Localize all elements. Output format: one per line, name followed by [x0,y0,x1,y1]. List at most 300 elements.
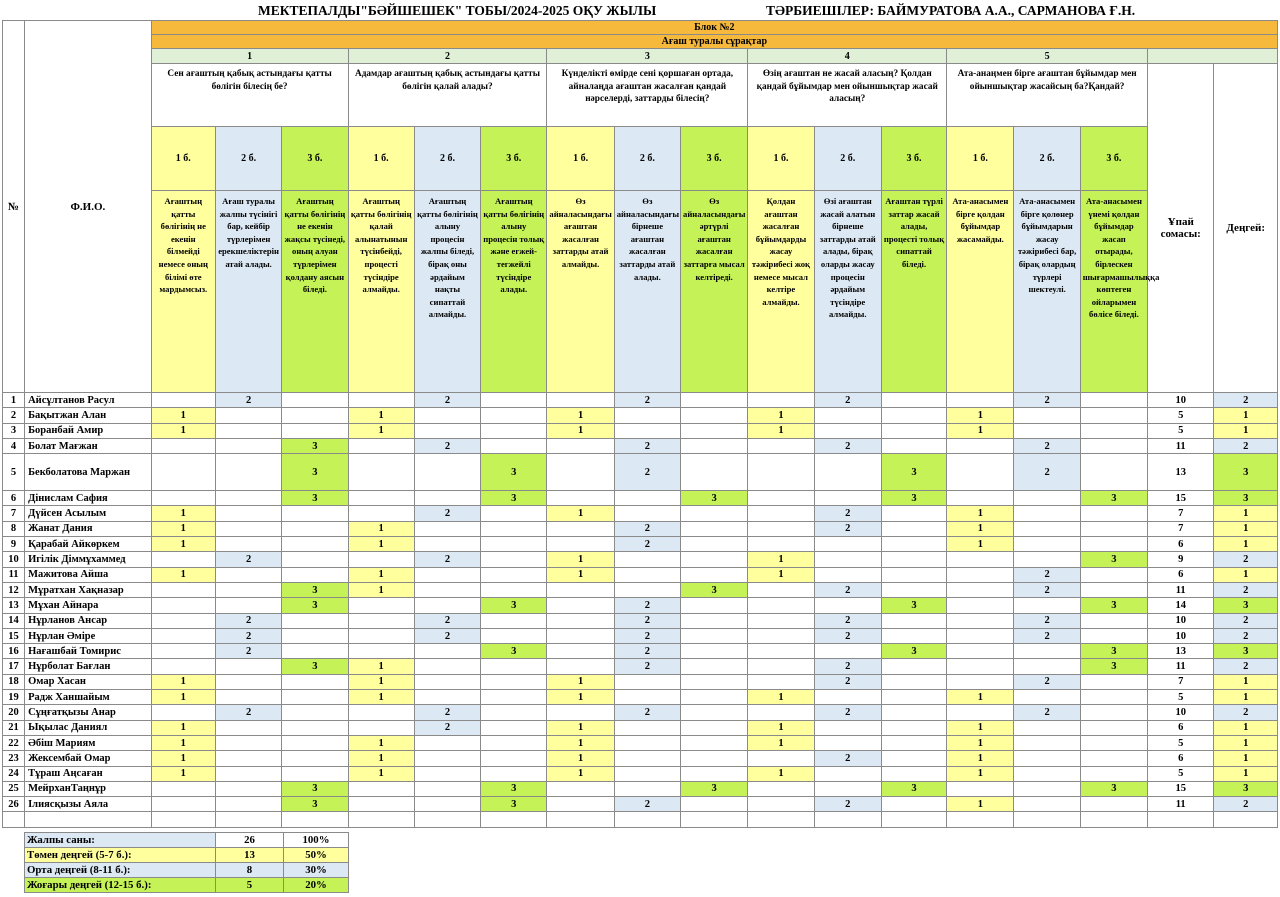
score-cell [547,797,614,812]
score-cell: 3 [282,491,348,506]
total-score: 10 [1148,705,1214,720]
score-cell [814,552,881,567]
descriptor: Ата-анасымен үнемі қолдан бұйымдар жасап отырады, бірлескен шығармашылыққа көптеген ойларымен бөлісе біледі. [1080,191,1147,393]
score-cell [1014,537,1080,552]
student-number: 5 [3,454,25,491]
score-cell: 2 [614,659,680,674]
blank-cell [814,812,881,827]
student-name: Қарабай Айкөркем [25,537,152,552]
score-cell [748,582,814,597]
level-value: 2 [1214,552,1278,567]
score-cell [414,598,480,613]
score-cell [547,613,614,628]
score-cell [547,705,614,720]
score-cell: 2 [614,393,680,408]
score-cell [282,751,348,766]
score-cell [1014,644,1080,659]
score-cell [1080,735,1147,750]
score-cell: 2 [1014,705,1080,720]
score-cell: 1 [947,735,1014,750]
score-cell [1014,690,1080,705]
score-cell [1014,506,1080,521]
score-cell [881,628,946,643]
summary-percent: 20% [284,878,349,893]
total-score: 7 [1148,506,1214,521]
score-cell: 1 [151,751,215,766]
student-name: Бекболатова Маржан [25,454,152,491]
level-value: 1 [1214,735,1278,750]
total-score: 5 [1148,408,1214,423]
score-cell [947,393,1014,408]
score-cell [348,705,414,720]
score-cell [1080,674,1147,689]
score-cell [614,423,680,438]
score-cell [947,613,1014,628]
score-cell: 1 [151,567,215,582]
score-cell [215,408,281,423]
score-cell: 2 [1014,393,1080,408]
student-number: 20 [3,705,25,720]
score-cell [748,628,814,643]
score-cell: 2 [414,705,480,720]
score-cell [748,797,814,812]
score-cell [947,781,1014,796]
score-cell: 1 [348,537,414,552]
score-cell [151,705,215,720]
score-cell [814,491,881,506]
question-text: Өзің ағаштан не жасай аласың? Қолдан қандай бұйымдар мен ойыншықтар жасай аласың? [748,64,947,127]
sheet-title [0,0,1280,21]
score-cell: 2 [814,393,881,408]
score-cell: 1 [947,720,1014,735]
summary-percent: 50% [284,848,349,863]
score-cell: 2 [614,438,680,453]
score-cell [881,567,946,582]
score-cell [881,438,946,453]
score-cell [481,628,547,643]
level-value: 1 [1214,674,1278,689]
total-score: 14 [1148,598,1214,613]
table-row [3,438,1278,453]
blank-cell [282,812,348,827]
student-name: Сұңғатқызы Анар [25,705,152,720]
score-cell [614,491,680,506]
score-cell [282,423,348,438]
score-cell [547,598,614,613]
score-cell [215,438,281,453]
student-name: Дінислам Сафия [25,491,152,506]
student-number: 8 [3,521,25,536]
score-cell [348,491,414,506]
score-cell: 2 [1014,628,1080,643]
score-cell [481,438,547,453]
score-cell [547,491,614,506]
level-value: 2 [1214,613,1278,628]
total-score: 5 [1148,766,1214,781]
score-cell: 2 [814,751,881,766]
student-number: 1 [3,393,25,408]
score-cell: 3 [481,781,547,796]
score-cell [348,781,414,796]
total-score: 11 [1148,797,1214,812]
score-cell [414,521,480,536]
total-score: 6 [1148,751,1214,766]
score-cell [814,766,881,781]
score-cell [215,537,281,552]
level-label: 1 б. [947,127,1014,191]
score-cell: 2 [814,674,881,689]
topic-header: Ағаш туралы сұрақтар [151,35,1277,49]
score-cell [151,552,215,567]
score-cell: 1 [151,537,215,552]
level-label: 3 б. [681,127,748,191]
score-cell [748,454,814,491]
score-cell: 1 [151,423,215,438]
score-cell [1014,552,1080,567]
score-cell: 2 [614,454,680,491]
student-name: Омар Хасан [25,674,152,689]
score-cell [614,781,680,796]
score-cell [881,408,946,423]
level-value: 2 [1214,393,1278,408]
score-cell [282,766,348,781]
descriptor: Ағаштың қатты бөлігінің не екенін білмейді немесе оның білімі өте мардымсыз. [151,191,215,393]
table-row [3,598,1278,613]
score-cell [681,613,748,628]
score-cell: 2 [414,720,480,735]
question-number: 2 [348,49,547,64]
score-cell: 3 [881,781,946,796]
score-cell [481,552,547,567]
score-cell [1080,393,1147,408]
score-cell: 1 [348,521,414,536]
student-number: 15 [3,628,25,643]
student-name: Мажитова Айша [25,567,152,582]
score-cell: 1 [947,690,1014,705]
score-cell [481,506,547,521]
score-cell [481,705,547,720]
teachers-title: ТӘРБИЕШІЛЕР: БАЙМУРАТОВА А.А., САРМАНОВА Ғ.Н. [766,3,1136,18]
blank-cell [1080,812,1147,827]
score-cell [215,491,281,506]
student-number: 14 [3,613,25,628]
score-cell [282,506,348,521]
table-row [3,659,1278,674]
score-cell: 1 [547,552,614,567]
score-cell: 3 [1080,781,1147,796]
block-header: Блок №2 [151,21,1277,35]
summary-label: Төмен деңгей (5-7 б.): [25,848,216,863]
score-cell [547,582,614,597]
descriptor: Ағаштың қатты бөлігінің қалай алынатынын түсінбейді, процесті түсіндіре алмайды. [348,191,414,393]
score-cell: 3 [481,644,547,659]
score-cell: 1 [151,720,215,735]
level-value: 1 [1214,506,1278,521]
table-row [3,567,1278,582]
score-cell: 1 [151,674,215,689]
score-cell: 1 [348,408,414,423]
total-score: 10 [1148,613,1214,628]
level-header: Деңгей: [1214,64,1278,393]
score-cell: 2 [614,705,680,720]
student-name: Ықылас Даниял [25,720,152,735]
table-header [3,21,1278,393]
student-number: 12 [3,582,25,597]
score-cell [481,537,547,552]
question-text: Адамдар ағаштың қабық астындағы қатты бөлігін қалай алады? [348,64,547,127]
level-value: 3 [1214,491,1278,506]
total-score: 6 [1148,720,1214,735]
score-cell [1080,751,1147,766]
score-cell [681,720,748,735]
score-cell [348,598,414,613]
score-cell: 1 [547,408,614,423]
score-cell: 1 [947,797,1014,812]
total-score: 6 [1148,537,1214,552]
table-row [3,674,1278,689]
student-number: 9 [3,537,25,552]
score-cell [1014,408,1080,423]
score-cell [748,491,814,506]
number-header: № [3,21,25,393]
score-cell: 1 [748,408,814,423]
score-cell [748,674,814,689]
score-cell [614,582,680,597]
table-row [3,705,1278,720]
score-cell: 2 [814,628,881,643]
score-cell [348,644,414,659]
student-name: Нұрланов Ансар [25,613,152,628]
score-cell [215,506,281,521]
score-cell [414,454,480,491]
level-value: 3 [1214,781,1278,796]
summary-table [24,832,349,893]
score-cell [681,690,748,705]
score-cell: 2 [1014,438,1080,453]
score-cell [881,751,946,766]
summary-row [25,878,349,893]
blank-cell [881,812,946,827]
score-cell [215,751,281,766]
score-cell: 2 [1014,674,1080,689]
level-value: 3 [1214,598,1278,613]
blank-cell [1214,812,1278,827]
student-number: 19 [3,690,25,705]
score-cell: 1 [748,552,814,567]
score-cell: 2 [814,506,881,521]
score-cell [481,423,547,438]
score-cell [947,659,1014,674]
score-cell: 3 [481,491,547,506]
score-cell [215,423,281,438]
score-cell: 1 [348,567,414,582]
score-cell [881,537,946,552]
score-cell: 3 [881,644,946,659]
score-cell: 1 [947,423,1014,438]
score-cell [1014,521,1080,536]
score-cell [1014,423,1080,438]
score-cell [814,598,881,613]
total-score: 10 [1148,393,1214,408]
level-value: 2 [1214,438,1278,453]
score-cell [881,613,946,628]
descriptor: Өз айналасындағы ағаштан жасалған заттарды атай алмайды. [547,191,614,393]
score-cell: 2 [614,598,680,613]
score-cell [881,393,946,408]
blank-cell [348,812,414,827]
score-cell [1080,613,1147,628]
score-cell: 2 [414,552,480,567]
score-cell [151,582,215,597]
student-name: Нұрболат Бағлан [25,659,152,674]
score-cell [151,613,215,628]
score-cell: 1 [947,521,1014,536]
score-cell [814,454,881,491]
score-cell: 3 [481,598,547,613]
score-cell: 2 [1014,567,1080,582]
score-cell: 3 [881,491,946,506]
score-cell: 1 [547,674,614,689]
score-cell: 3 [481,454,547,491]
level-label: 1 б. [348,127,414,191]
summary-count: 26 [216,833,284,848]
score-cell [947,454,1014,491]
score-cell [151,628,215,643]
student-number: 3 [3,423,25,438]
score-cell [414,408,480,423]
score-cell [1080,454,1147,491]
score-cell [681,454,748,491]
score-cell [215,674,281,689]
total-score: 15 [1148,781,1214,796]
score-cell: 1 [547,506,614,521]
score-cell: 1 [348,423,414,438]
blank-cell [25,812,152,827]
score-cell: 1 [151,690,215,705]
score-cell [151,438,215,453]
level-label: 3 б. [1080,127,1147,191]
score-cell [215,766,281,781]
score-cell: 3 [282,781,348,796]
score-cell [881,720,946,735]
score-cell [681,567,748,582]
score-cell: 3 [681,582,748,597]
score-cell: 2 [614,644,680,659]
level-value: 1 [1214,690,1278,705]
student-name: Мұхан Айнара [25,598,152,613]
score-cell [947,628,1014,643]
blank-cell [3,812,25,827]
total-score: 15 [1148,491,1214,506]
score-cell [814,781,881,796]
question-number: 4 [748,49,947,64]
score-cell [414,781,480,796]
score-cell [481,521,547,536]
score-cell [614,735,680,750]
question-number: 1 [151,49,348,64]
score-cell [1014,598,1080,613]
score-cell [151,644,215,659]
score-cell: 1 [151,766,215,781]
blank-cell [681,812,748,827]
score-cell: 1 [151,506,215,521]
score-cell: 2 [814,582,881,597]
level-value: 3 [1214,454,1278,491]
total-header: Ұпай сомасы: [1148,64,1214,393]
table-row [3,491,1278,506]
table-row [3,582,1278,597]
student-name: Ілиясқызы Аяла [25,797,152,812]
descriptor: Ағаштың қатты бөлігінің алыну процесін толық және егжей-тегжейлі түсіндіре алады. [481,191,547,393]
score-cell [947,582,1014,597]
student-number: 4 [3,438,25,453]
level-label: 1 б. [748,127,814,191]
score-cell: 2 [215,705,281,720]
score-cell [881,690,946,705]
student-name: Жанат Дания [25,521,152,536]
score-cell: 1 [947,408,1014,423]
blank-cell [151,812,215,827]
score-cell [414,567,480,582]
score-cell [881,766,946,781]
score-cell: 1 [547,720,614,735]
score-cell: 2 [814,659,881,674]
table-row [3,735,1278,750]
score-cell: 3 [282,598,348,613]
level-label: 1 б. [151,127,215,191]
total-score: 11 [1148,659,1214,674]
total-score: 7 [1148,521,1214,536]
score-cell [547,628,614,643]
level-value: 1 [1214,423,1278,438]
level-label: 3 б. [481,127,547,191]
score-cell [414,644,480,659]
summary-percent: 100% [284,833,349,848]
score-cell [151,393,215,408]
student-number: 25 [3,781,25,796]
total-score: 13 [1148,454,1214,491]
score-cell [414,674,480,689]
score-cell [681,552,748,567]
score-cell [748,705,814,720]
score-cell: 1 [947,766,1014,781]
name-header: Ф.И.О. [25,21,152,393]
score-cell [414,766,480,781]
score-cell [1080,628,1147,643]
score-cell [282,735,348,750]
level-value: 1 [1214,567,1278,582]
score-cell [547,644,614,659]
score-cell [547,454,614,491]
score-cell: 1 [748,735,814,750]
score-cell: 1 [748,720,814,735]
table-row [3,644,1278,659]
level-value: 2 [1214,705,1278,720]
score-cell [748,438,814,453]
score-cell [547,438,614,453]
student-name: Бақытжан Алан [25,408,152,423]
score-cell [614,720,680,735]
summary-label: Жалпы саны: [25,833,216,848]
student-number: 16 [3,644,25,659]
score-cell [748,521,814,536]
score-cell [881,521,946,536]
descriptor: Өз айналасындағы бірнеше ағаштан жасалған заттарды атай алады. [614,191,680,393]
score-cell [215,690,281,705]
score-cell: 1 [748,423,814,438]
score-cell: 3 [1080,644,1147,659]
score-cell [1080,521,1147,536]
